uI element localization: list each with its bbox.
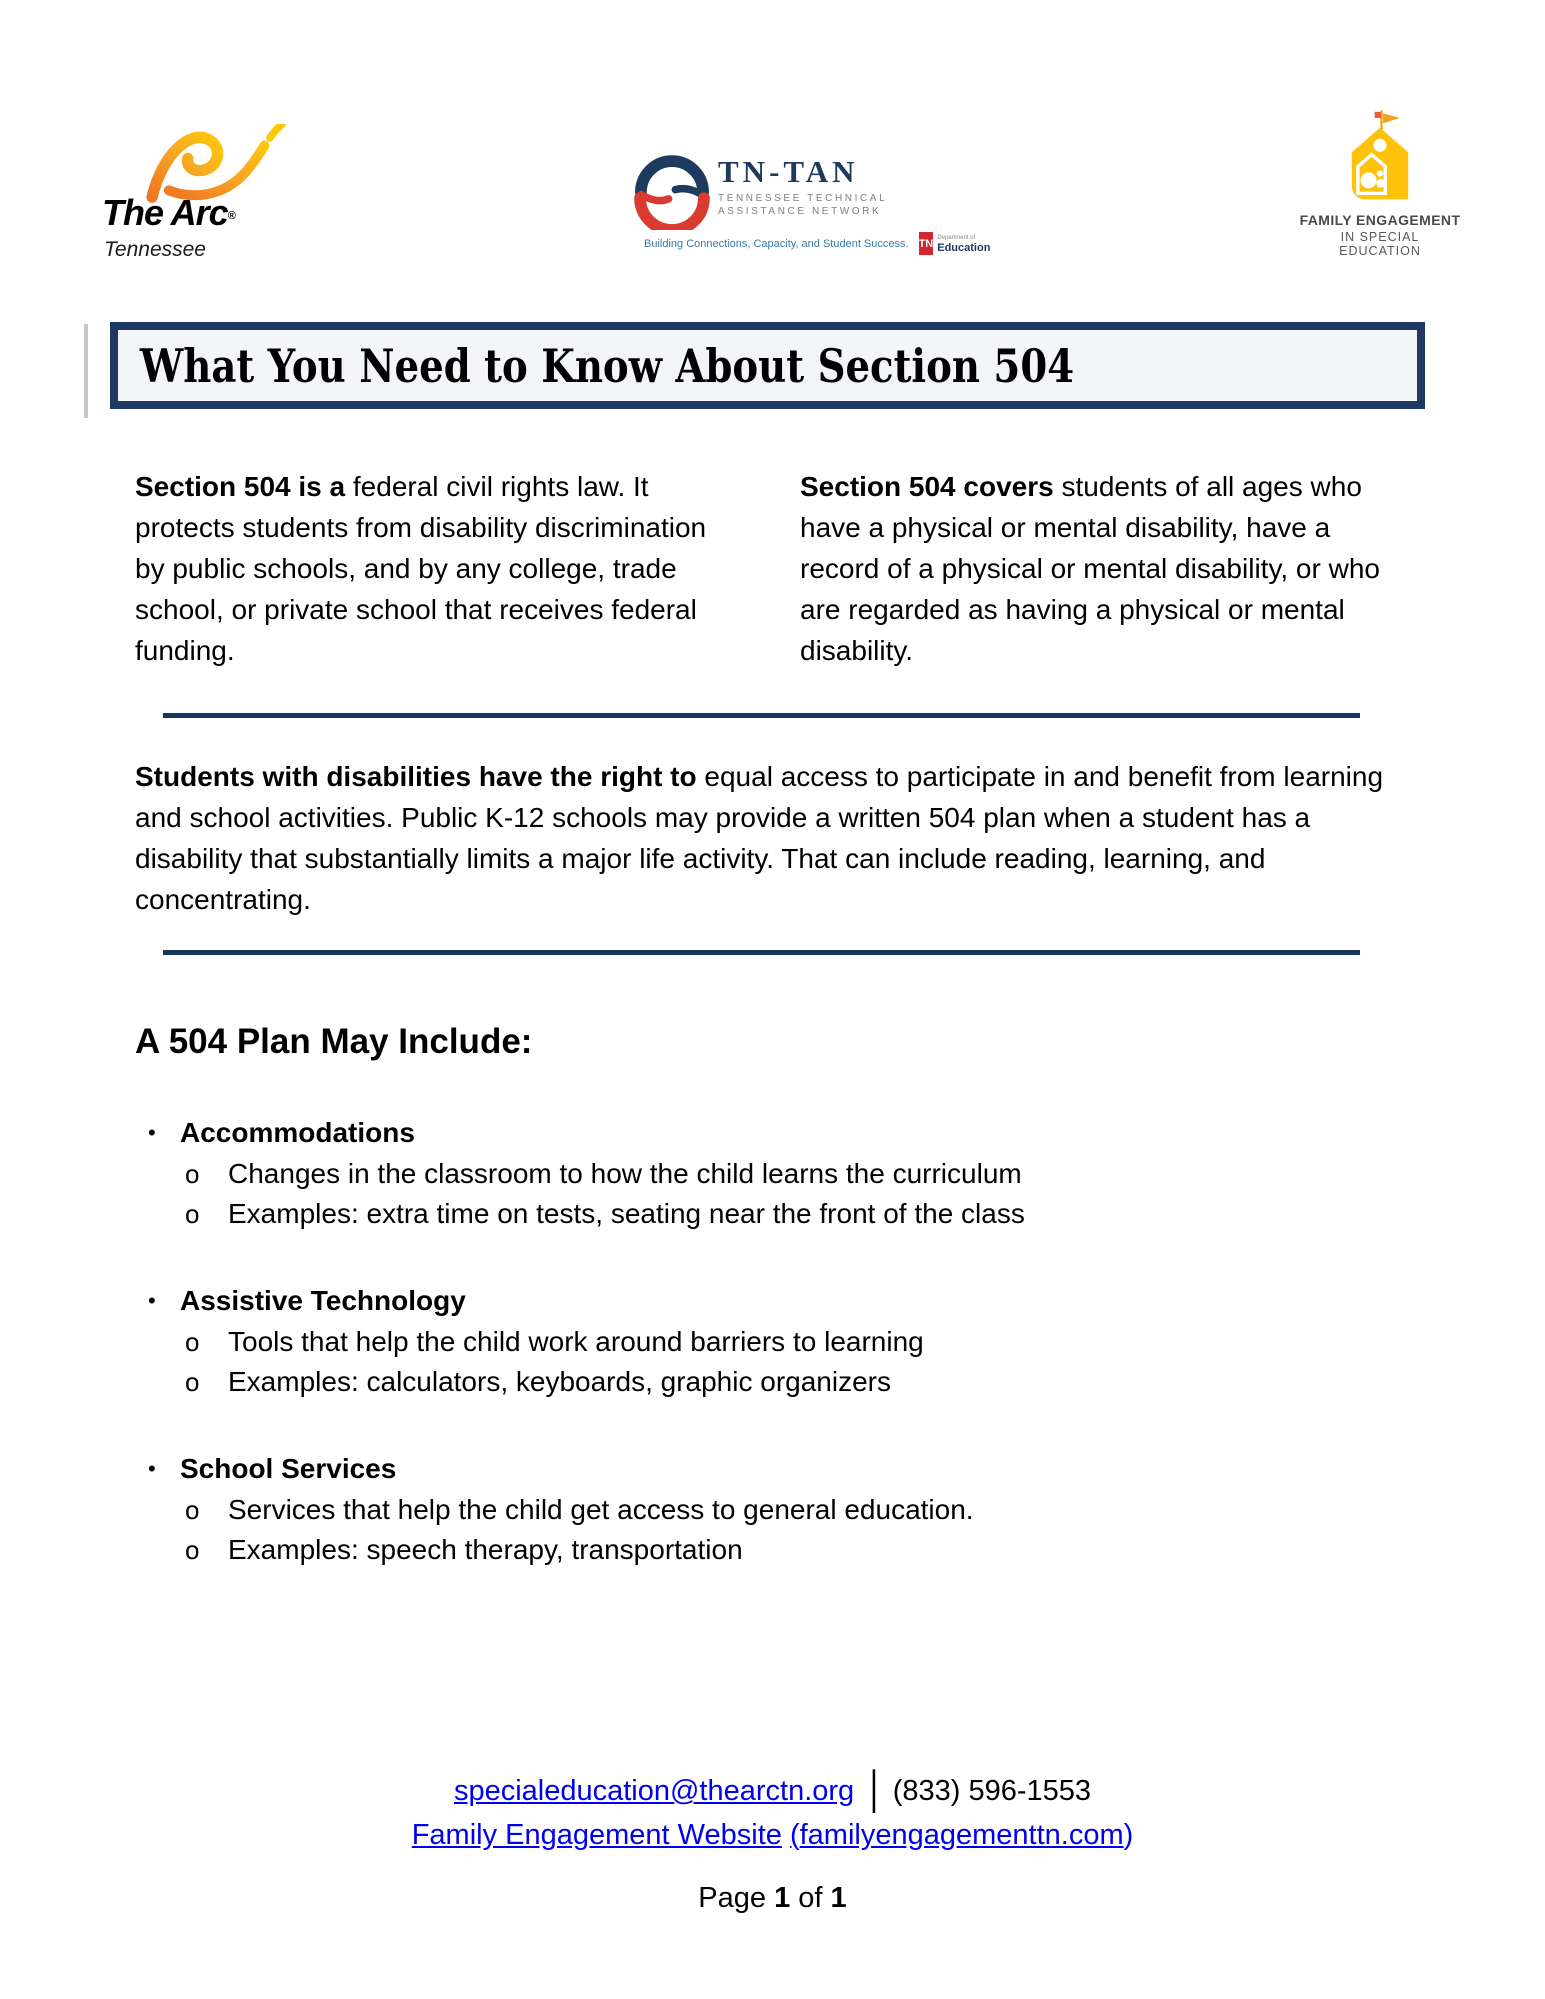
phone-number: (833) 596-1553 bbox=[892, 1775, 1092, 1807]
bullet-icon: • bbox=[148, 1288, 156, 1313]
plan-subitem-text: Examples: extra time on tests, seating near the front of the class bbox=[228, 1198, 1025, 1229]
plan-item-label: School Services bbox=[180, 1453, 397, 1484]
paren-close-text: ) bbox=[1123, 1819, 1134, 1851]
page-number-prefix: Page bbox=[698, 1882, 775, 1914]
plan-item-assistive-technology bbox=[135, 1280, 1415, 1402]
plan-item-label: Accommodations bbox=[180, 1117, 415, 1148]
tn-dept-education-label bbox=[937, 234, 990, 254]
banner-shadow-line bbox=[84, 324, 88, 418]
plan-subitem-text: Services that help the child get access to general education. bbox=[228, 1494, 974, 1525]
page-number-of: of bbox=[790, 1882, 831, 1914]
tn-dept-education-icon: TN bbox=[919, 232, 934, 255]
plan-subitem-text: Changes in the classroom to how the child learns the curriculum bbox=[228, 1158, 1022, 1189]
contact-line-2 bbox=[0, 1813, 1545, 1857]
tn-dept-bold-text: Education bbox=[937, 241, 991, 254]
plan-item-accommodations bbox=[135, 1112, 1415, 1234]
divider-line-top bbox=[163, 713, 1360, 718]
contact-footer bbox=[0, 1768, 1545, 1857]
plan-subitem-text: Tools that help the child work around barriers to learning bbox=[228, 1326, 924, 1357]
page-number bbox=[0, 1882, 1545, 1915]
website-url-link[interactable]: familyengagementtn.com bbox=[799, 1819, 1124, 1851]
plan-list bbox=[135, 1112, 1415, 1616]
family-engagement-website-link[interactable]: Family Engagement Website bbox=[411, 1819, 782, 1851]
arc-region-label: Tennessee bbox=[104, 238, 206, 261]
tntan-subtitle-line1: TENNESSEE TECHNICAL bbox=[718, 193, 888, 204]
intro-right-text: students of all ages who have a physical or mental disability, have a record of a physical or mental disability, or who are regarded as having a physical or mental disability. bbox=[800, 471, 1380, 666]
sub-bullet-icon: o bbox=[185, 1367, 200, 1397]
arc-tennessee-logo bbox=[100, 106, 320, 276]
bullet-icon: • bbox=[148, 1120, 156, 1145]
bullet-icon: • bbox=[148, 1456, 156, 1481]
email-link[interactable]: specialeducation@thearctn.org bbox=[453, 1775, 855, 1807]
tntan-acronym: TN-TAN bbox=[718, 154, 859, 189]
arc-registered-mark: ® bbox=[227, 210, 235, 222]
paren-open-text bbox=[782, 1819, 790, 1851]
plan-subitem-text: Examples: calculators, keyboards, graphic organizers bbox=[228, 1366, 891, 1397]
website-url-paren-open[interactable]: ( bbox=[789, 1819, 800, 1851]
intro-left-bold: Section 504 is a bbox=[135, 471, 346, 502]
page-title: What You Need to Know About Section 504 bbox=[139, 338, 1075, 393]
schoolhouse-icon bbox=[1338, 108, 1422, 204]
family-engagement-logo bbox=[1298, 108, 1462, 258]
title-banner bbox=[110, 322, 1425, 409]
separator-bar: │ bbox=[864, 1769, 887, 1810]
sub-bullet-icon: o bbox=[185, 1495, 200, 1525]
family-engagement-line1: FAMILY ENGAGEMENT bbox=[1299, 212, 1461, 228]
page-number-total: 1 bbox=[830, 1882, 847, 1914]
family-engagement-line2: IN SPECIAL EDUCATION bbox=[1339, 230, 1421, 258]
tntan-circular-arrows-icon bbox=[628, 146, 716, 230]
rights-paragraph bbox=[135, 756, 1405, 920]
page-number-current: 1 bbox=[774, 1882, 791, 1914]
intro-column-left bbox=[135, 466, 735, 671]
divider-line-bottom bbox=[163, 950, 1360, 955]
sub-bullet-icon: o bbox=[185, 1535, 200, 1565]
sub-bullet-icon: o bbox=[185, 1159, 200, 1189]
intro-right-bold: Section 504 covers bbox=[800, 471, 1054, 502]
tntan-logo bbox=[628, 146, 991, 255]
rights-paragraph-text: equal access to participate in and benefit from learning and school activities. Public K-12 schools may provide a written 504 plan when a student has a disability that substantially limits a major life activity. That can include reading, learning, and concentrating. bbox=[135, 761, 1384, 915]
tntan-subtitle-line2: ASSISTANCE NETWORK bbox=[718, 206, 882, 217]
sub-bullet-icon: o bbox=[185, 1199, 200, 1229]
arc-wordmark bbox=[102, 192, 235, 234]
rights-paragraph-bold: Students with disabilities have the right to bbox=[135, 761, 697, 792]
tn-dept-small-text: Department of bbox=[937, 234, 976, 241]
contact-line-1 bbox=[0, 1768, 1545, 1813]
plan-item-label: Assistive Technology bbox=[180, 1285, 466, 1316]
intro-column-right bbox=[800, 466, 1400, 671]
intro-left-text: federal civil rights law. It protects students from disability discrimination by public schools, and by any college, trade school, or private school that receives federal funding. bbox=[135, 471, 707, 666]
arc-name: The Arc bbox=[102, 192, 228, 233]
sub-bullet-icon: o bbox=[185, 1327, 200, 1357]
plan-subitem-text: Examples: speech therapy, transportation bbox=[228, 1534, 743, 1565]
plan-item-school-services bbox=[135, 1448, 1415, 1570]
tntan-tagline: Building Connections, Capacity, and Student Success. bbox=[644, 237, 909, 250]
plan-section-heading: A 504 Plan May Include: bbox=[135, 1022, 533, 1061]
